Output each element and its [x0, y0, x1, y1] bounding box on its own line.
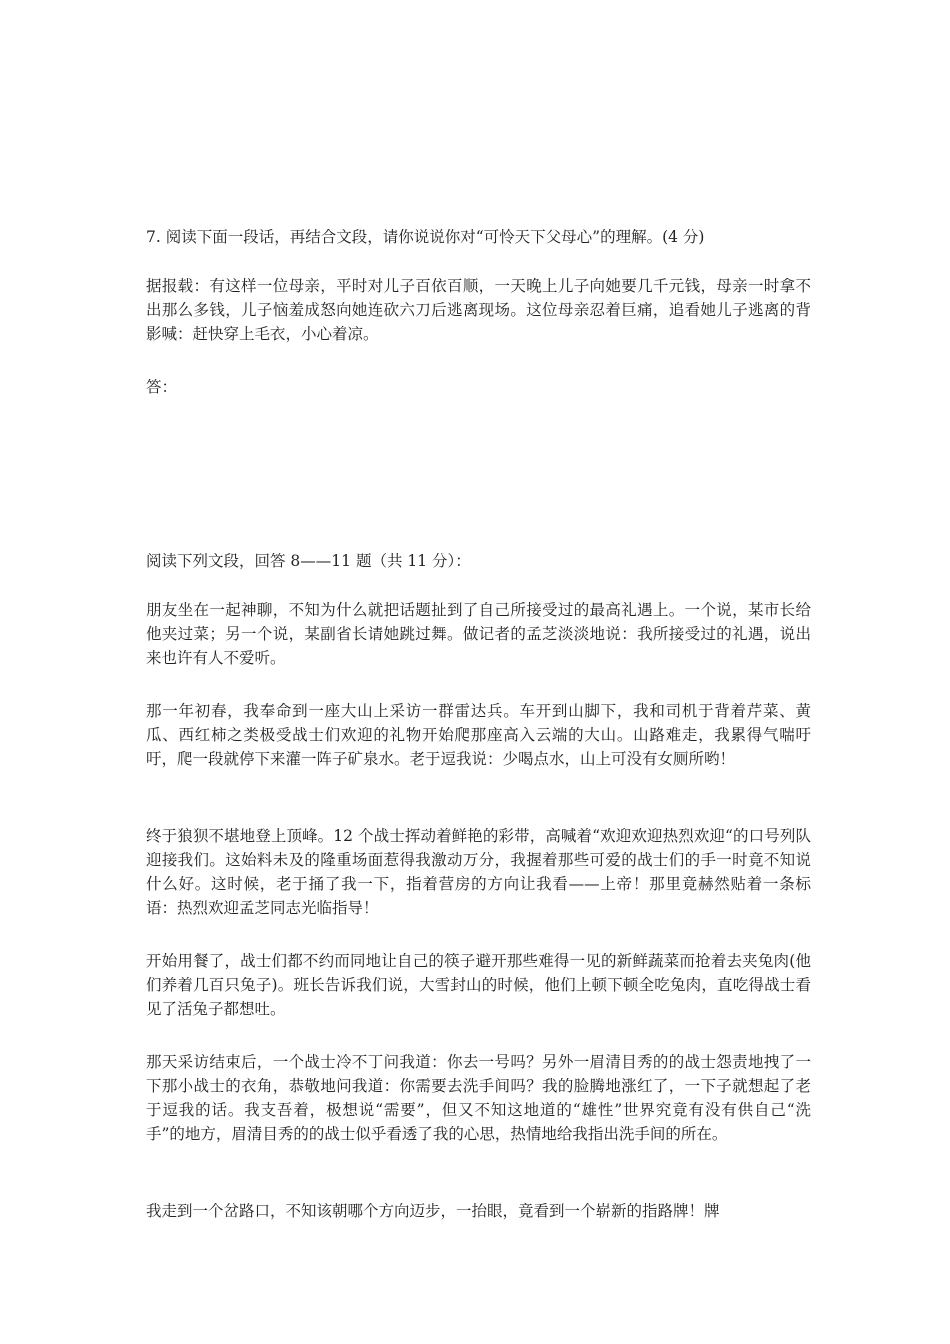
- paragraph-6: 我走到一个岔路口，不知该朝哪个方向迈步，一抬眼，竟看到一个崭新的指路牌！牌: [146, 1202, 720, 1220]
- paragraph-4: 开始用餐了，战士们都不约而同地让自己的筷子避开那些难得一见的新鲜蔬菜而抢着去夹兔肉(他们养着几百只兔子)。班长告诉我们说，大雪封山的时候，他们上顿下顿全吃兔肉，直吃得战士看见了活兔子都想吐。: [146, 952, 811, 1018]
- paragraph-2: 那一年初春，我奉命到一座大山上采访一群雷达兵。车开到山脚下，我和司机于背着芹菜、黄瓜、西红柿之类极受战士们欢迎的礼物开始爬那座高入云端的大山。山路难走，我累得气喘吁吁，爬一段就停下来灌一阵子矿泉水。老于逗我说：少喝点水，山上可没有女厕所哟！: [146, 702, 811, 768]
- question-7-passage: 据报载：有这样一位母亲，平时对儿子百依百顺，一天晚上儿子向她要几千元钱，母亲一时拿不出那么多钱，儿子恼羞成怒向她连砍六刀后逃离现场。这位母亲忍着巨痛，追看她儿子逃离的背影喊：赶快穿上毛衣，小心着凉。: [146, 277, 811, 343]
- paragraph-3: 终于狼狈不堪地登上顶峰。12 个战士挥动着鲜艳的彩带，高喊着“欢迎欢迎热烈欢迎“的口号列队迎接我们。这始料未及的隆重场面惹得我激动万分，我握着那些可爱的战士们的手一时竟不知说什么好。这时候，老于捅了我一下，指着营房的方向让我看——上帝！那里竟赫然贴着一条标语：热烈欢迎孟芝同志光临指导！: [146, 827, 811, 917]
- paragraph-5: 那天采访结束后，一个战士冷不丁问我道：你去一号吗？另外一眉清目秀的的战士怨责地拽了一下那小战士的衣角，恭敬地问我道：你需要去洗手间吗？我的脸腾地涨红了，一下子就想起了老于逗我的话。我支吾着，极想说“需要”，但又不知这地道的“雄性”世界究竟有没有供自己“洗手”的地方，眉清目秀的的战士似乎看透了我的心思，热情地给我指出洗手间的所在。: [146, 1053, 811, 1143]
- question-7-prompt: 7. 阅读下面一段话，再结合文段，请你说说你对“可怜天下父母心”的理解。(4 分): [146, 228, 705, 246]
- reading-instruction: 阅读下列文段，回答 8——11 题（共 11 分）：: [146, 552, 471, 570]
- answer-label: 答：: [146, 378, 178, 396]
- paragraph-1: 朋友坐在一起神聊，不知为什么就把话题扯到了自己所接受过的最高礼遇上。一个说，某市长给他夹过菜；另一个说，某副省长请她跳过舞。做记者的孟芝淡淡地说：我所接受过的礼遇，说出来也许有人不爱听。: [146, 601, 811, 667]
